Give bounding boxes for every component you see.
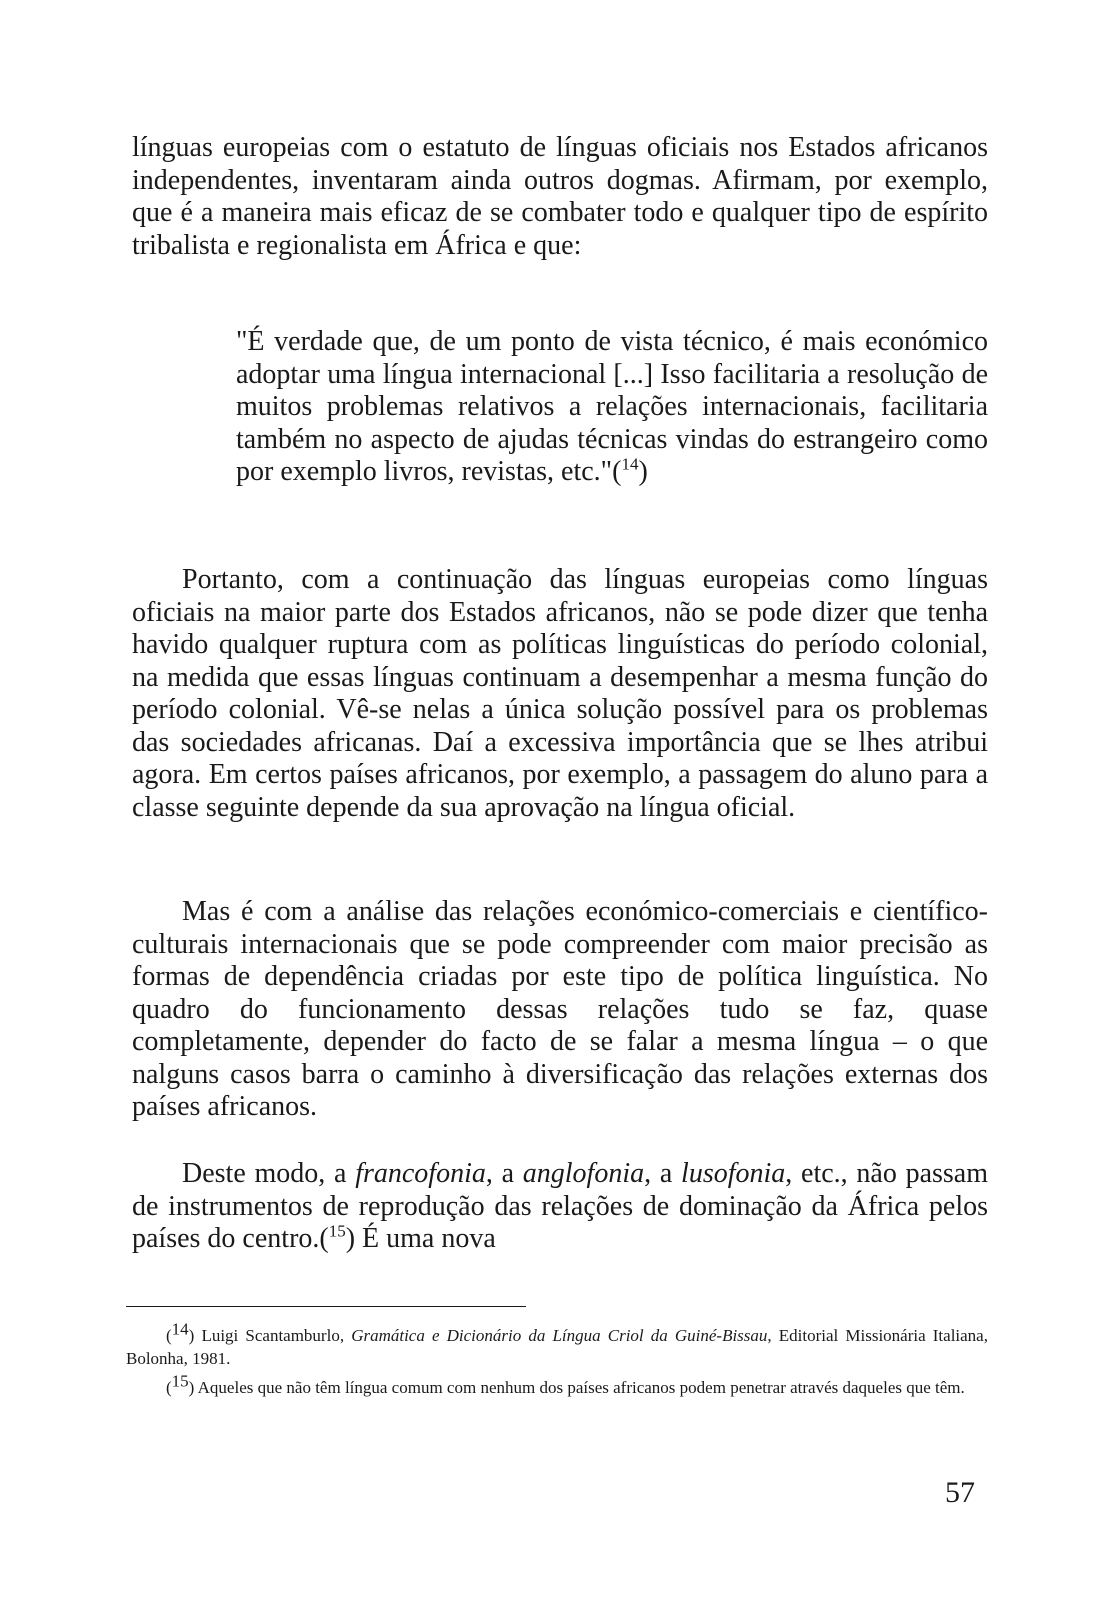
- footnote-mark-open: (: [166, 1326, 172, 1345]
- footnote-mark-close: ): [188, 1378, 198, 1397]
- italic-term: lusofonia: [681, 1158, 786, 1189]
- footnote-title: Gramática e Dicionário da Língua Criol da Guiné-Bissau: [351, 1326, 768, 1345]
- text-run: , etc., não passam de instrumentos de reprodução das relações de dominação da África pelos países do centro.(: [132, 1158, 988, 1254]
- quote-close: ): [638, 456, 648, 487]
- quote-text: "É verdade que, de um ponto de vista técnico, é mais económico adoptar uma língua internacional [...] Isso facilitaria a resolução de muitos problemas relativos a relações internacionais, facilitaria também no aspecto de ajudas técnicas vindas do estrangeiro como por exemplo livros, revistas, etc."(: [236, 326, 988, 487]
- paragraph: Mas é com a análise das relações económico-comerciais e científico-culturais internacionais que se pode compreender com maior precisão as formas de dependência criadas por este tipo de política linguística. No quadro do funcionamento dessas relações tudo se faz, quase completamente, depender do facto de se falar a mesma língua – o que nalguns casos barra o caminho à diversificação das relações externas dos países africanos.: [132, 896, 988, 1122]
- text-run: ) É uma nova: [345, 1223, 496, 1254]
- footnote: [126, 1371, 988, 1399]
- italic-term: anglofonia: [522, 1158, 645, 1189]
- footnote-divider: [126, 1306, 526, 1307]
- footnote: [126, 1319, 988, 1370]
- footnote-mark-close: ): [188, 1326, 202, 1345]
- paragraph: [132, 1158, 988, 1256]
- footnote-text: Aqueles que não têm língua comum com nenhum dos países africanos podem penetrar através daqueles que têm.: [197, 1378, 965, 1397]
- footnote-details: , Editorial Missionária Italiana, Bolonha, 1981.: [126, 1326, 988, 1368]
- text-run: , a: [644, 1158, 682, 1189]
- footnote-author: Luigi Scantamburlo,: [201, 1326, 352, 1345]
- text-run: Deste modo, a: [182, 1158, 356, 1189]
- italic-term: francofonia: [355, 1158, 486, 1189]
- footnote-mark-open: (: [166, 1378, 172, 1397]
- footnote-number: 14: [171, 1319, 189, 1339]
- footnote-ref: 15: [328, 1221, 346, 1241]
- text-run: , a: [485, 1158, 523, 1189]
- block-quote: [236, 326, 988, 489]
- footnote-number: 15: [171, 1371, 189, 1391]
- paragraph: línguas europeias com o estatuto de línguas oficiais nos Estados africanos independentes, inventaram ainda outros dogmas. Afirmam, por exemplo, que é a maneira mais eficaz de se combater todo e qualquer tipo de espírito tribalista e regionalista em África e que:: [132, 132, 988, 261]
- paragraph: Portanto, com a continuação das línguas europeias como línguas oficiais na maior parte dos Estados africanos, não se pode dizer que tenha havido qualquer ruptura com as políticas linguísticas do período colonial, na medida que essas línguas continuam a desempenhar a mesma função do período colonial. Vê-se nelas a única solução possível para os problemas das sociedades africanas. Daí a excessiva importância que se lhes atribui agora. Em certos países africanos, por exemplo, a passagem do aluno para a classe seguinte depende da sua aprovação na língua oficial.: [132, 564, 988, 823]
- footnote-ref: 14: [621, 454, 639, 474]
- page-number: 57: [945, 1476, 975, 1509]
